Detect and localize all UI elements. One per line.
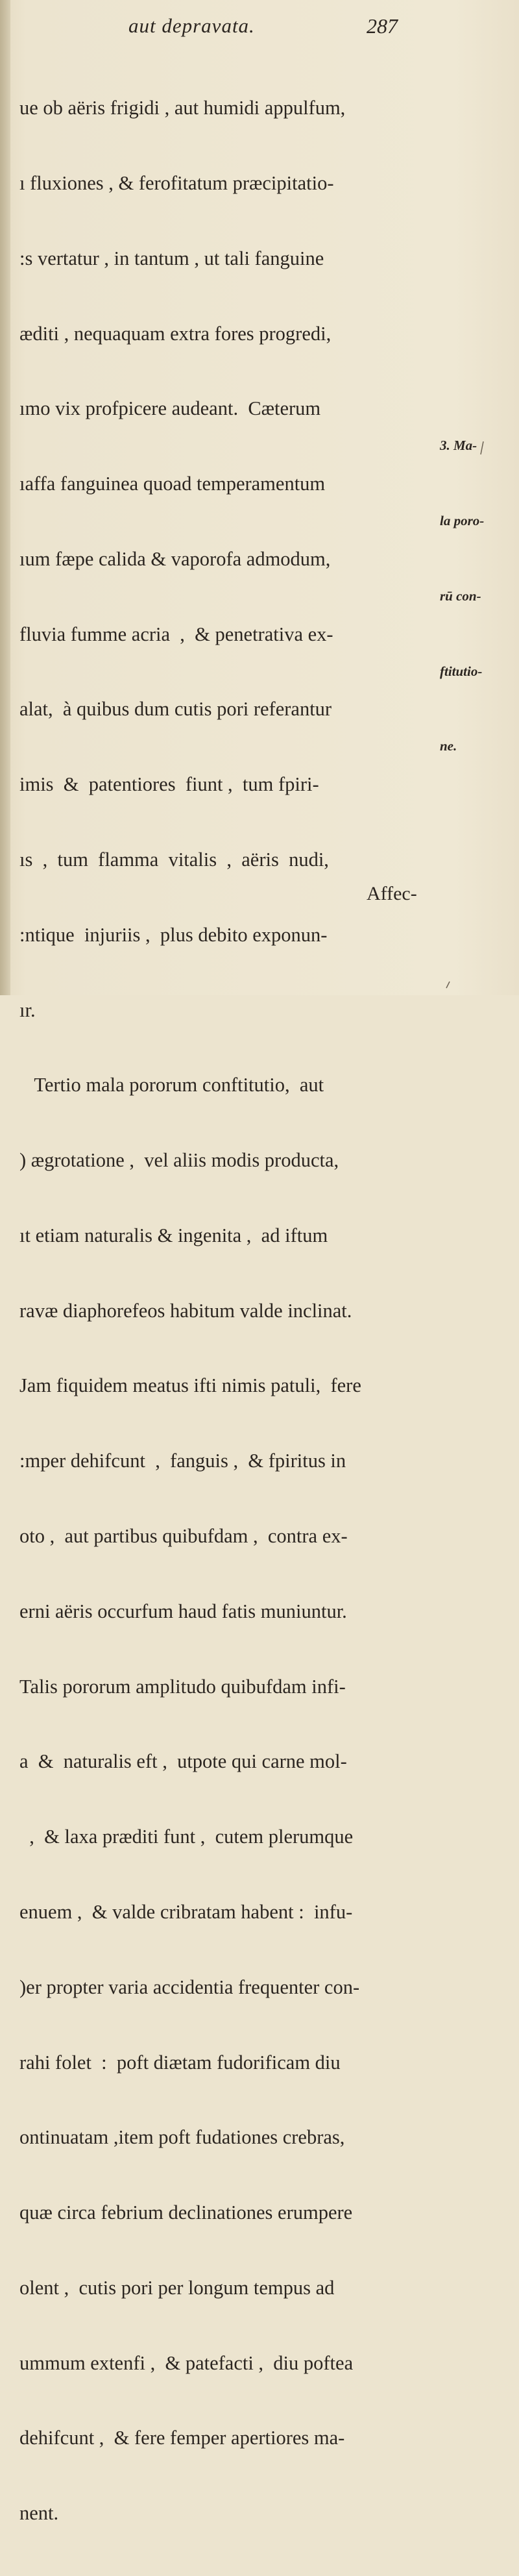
text-line: ) ægrotatione , vel aliis modis producta, [19, 1149, 339, 1172]
text-line: ravæ diaphorefeos habitum valde inclinat. [19, 1299, 352, 1322]
text-line: ır. [19, 998, 36, 1021]
text-line: oto , aut partibus quibufdam , contra ex- [19, 1525, 348, 1548]
running-title: aut depravata. [128, 14, 255, 37]
catchword: Affec- [367, 883, 417, 904]
margin-note-line: ftitutio- [440, 663, 483, 679]
body-text [19, 45, 409, 2576]
running-head [0, 14, 519, 40]
text-line: enuem , & valde cribratam habent : infu- [19, 1900, 353, 1923]
text-line: fluvia fumme acria , & penetrativa ex- [19, 623, 333, 645]
ink-mark [446, 982, 450, 988]
text-line: imis & patentiores fiunt , tum fpiri- [19, 773, 319, 796]
text-line: :ntique injuriis , plus debito exponun- [19, 923, 328, 946]
text-line: ıum fæpe calida & vaporofa admodum, [19, 547, 331, 570]
margin-note-line: la poro- [440, 512, 485, 528]
page-number: 287 [367, 14, 398, 38]
text-line: dehifcunt , & fere femper apertiores ma- [19, 2427, 345, 2449]
text-line: æditi , nequaquam extra fores progredi, [19, 322, 332, 345]
text-line: :mper dehifcunt , fanguis , & fpiritus in [19, 1450, 346, 1472]
text-line: ıt etiam naturalis & ingenita , ad iftum [19, 1224, 328, 1246]
page-gutter [0, 0, 10, 995]
text-line: ıaffa fanguinea quoad temperamentum [19, 473, 326, 495]
text-line: olent , cutis pori per longum tempus ad [19, 2276, 335, 2299]
text-line: Tertio mala pororum conftitutio, aut [19, 1074, 324, 1096]
margin-note-line: rū con- [440, 588, 481, 604]
margin-note-line: 3. Ma- [440, 438, 477, 454]
text-line: , & laxa præditi funt , cutem plerumque [19, 1826, 354, 1848]
text-line: nent. [19, 2502, 59, 2525]
text-line: ue ob aëris frigidi , aut humidi appulfum, [19, 97, 346, 119]
margin-note-line: ne. [440, 738, 457, 754]
text-line: ıs , tum flamma vitalis , aëris nudi, [19, 848, 329, 871]
text-line: ı fluxiones , & ferofitatum præcipitatio- [19, 171, 334, 194]
text-line: ontinuatam ,item poft fudationes crebras, [19, 2126, 345, 2149]
text-line: erni aëris occurfum haud fatis muniuntur. [19, 1600, 347, 1622]
text-line: Talis pororum amplitudo quibufdam infi- [19, 1675, 346, 1698]
text-line: alat, à quibus dum cutis pori referantur [19, 698, 332, 721]
text-line: ımo vix profpicere audeant. Cæterum [19, 397, 321, 420]
text-line: a & naturalis eft , utpote qui carne mol- [19, 1750, 347, 1773]
text-line: Jam fiquidem meatus ifti nimis patuli, fere [19, 1374, 361, 1397]
text-line: quæ circa febrium declinationes erumpere [19, 2201, 353, 2224]
text-line: rahi folet : poft diætam fudorificam diu [19, 2051, 341, 2074]
text-line: )er propter varia accidentia frequenter con- [19, 1975, 360, 1998]
text-line: :s vertatur , in tantum , ut tali fanguine [19, 247, 324, 269]
text-line: ummum extenfi , & patefacti , diu poftea [19, 2351, 354, 2374]
margin-note [440, 383, 518, 809]
